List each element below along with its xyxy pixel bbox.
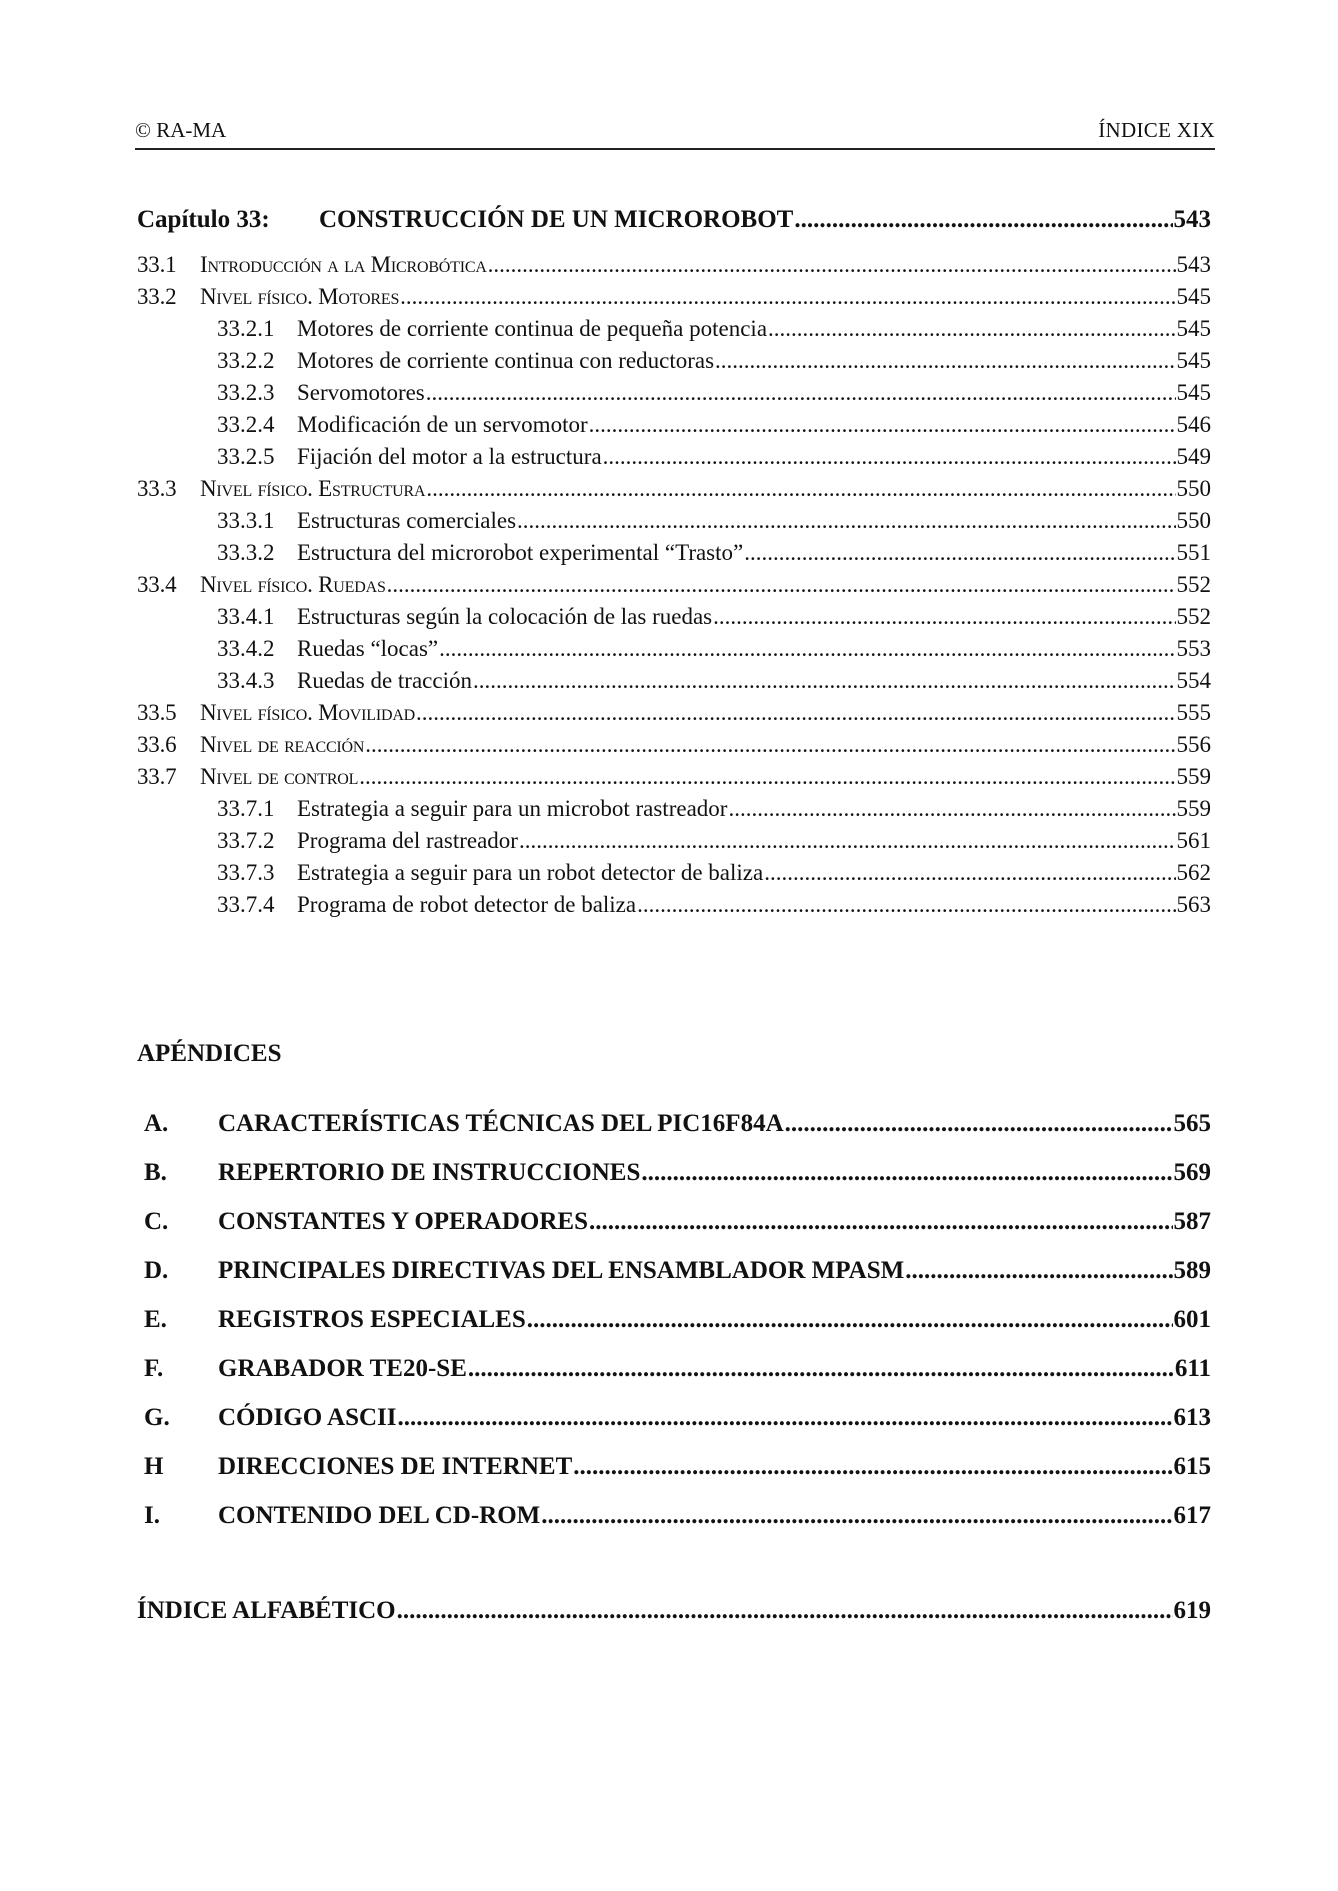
section-title: Programa del rastreador: [297, 828, 518, 853]
section-title: Motores de corriente continua de pequeña potencia: [297, 316, 768, 341]
toc-entry[interactable]: [217, 380, 1211, 412]
section-number: 33.4.2: [217, 636, 275, 661]
section-number: 33.7.4: [217, 892, 275, 917]
dot-leader: [488, 252, 1176, 278]
section-number: 33.4.3: [217, 668, 275, 693]
appendix-entry[interactable]: [144, 1159, 1211, 1187]
section-number: 33.2.5: [217, 444, 275, 469]
running-header: [135, 118, 1215, 150]
section-page: 554: [1176, 668, 1211, 693]
toc-entry[interactable]: [217, 892, 1211, 924]
dot-leader: [541, 1502, 1172, 1530]
dot-leader: [527, 1306, 1173, 1334]
section-number: 33.5: [137, 700, 177, 725]
appendix-page: 565: [1173, 1110, 1211, 1137]
section-number: 33.2.2: [217, 348, 275, 373]
dot-leader: [713, 604, 1175, 630]
appendix-entry[interactable]: [144, 1404, 1211, 1432]
section-page: 559: [1176, 796, 1211, 821]
dot-leader: [715, 348, 1175, 374]
section-title: Motores de corriente continua con reductoras: [297, 348, 715, 373]
section-number: 33.2: [137, 284, 177, 309]
appendix-page: 589: [1173, 1257, 1211, 1284]
appendix-letter: C.: [144, 1208, 169, 1235]
section-page: 552: [1176, 572, 1211, 597]
dot-leader: [517, 508, 1175, 534]
section-number: 33.3.2: [217, 540, 275, 565]
toc-entry[interactable]: [137, 284, 1211, 316]
section-number: 33.4.1: [217, 604, 275, 629]
appendix-page: 569: [1173, 1159, 1211, 1186]
chapter-title: CONSTRUCCIÓN DE UN MICROROBOT: [319, 206, 794, 233]
section-page: 553: [1176, 636, 1211, 661]
section-number: 33.2.4: [217, 412, 275, 437]
toc-entry[interactable]: [217, 860, 1211, 892]
appendix-title: DIRECCIONES DE INTERNET: [218, 1453, 573, 1480]
index-entry[interactable]: [137, 1597, 1211, 1625]
section-title: Estructuras según la colocación de las ruedas: [297, 604, 713, 629]
appendix-title: REGISTROS ESPECIALES: [218, 1306, 526, 1333]
section-title: Introducción a la Microbótica: [200, 252, 487, 277]
toc-entry[interactable]: [217, 796, 1211, 828]
toc-entry[interactable]: [217, 636, 1211, 668]
dot-leader: [905, 1257, 1172, 1285]
dot-leader: [728, 796, 1175, 822]
dot-leader: [744, 540, 1175, 566]
dot-leader: [426, 476, 1175, 502]
appendix-page: 611: [1174, 1355, 1211, 1382]
section-page: 543: [1176, 252, 1211, 277]
dot-leader: [519, 828, 1176, 854]
appendix-entry[interactable]: [144, 1355, 1211, 1383]
section-page: 549: [1176, 444, 1211, 469]
section-title: Nivel físico. Movilidad: [200, 700, 416, 725]
header-page-label: ÍNDICE XIX: [1098, 118, 1215, 142]
appendix-title: CÓDIGO ASCII: [218, 1404, 397, 1431]
section-number: 33.6: [137, 732, 177, 757]
appendix-title: GRABADOR TE20-SE: [218, 1355, 467, 1382]
chapter-page: 543: [1173, 206, 1211, 233]
toc-entry[interactable]: [217, 828, 1211, 860]
toc-entry[interactable]: [217, 668, 1211, 700]
section-page: 545: [1176, 284, 1211, 309]
chapter-label: Capítulo 33:: [137, 206, 270, 233]
toc-entry[interactable]: [217, 540, 1211, 572]
appendix-letter: G.: [144, 1404, 170, 1431]
section-title: Estrategia a seguir para un robot detector de baliza: [297, 860, 764, 885]
section-number: 33.2.3: [217, 380, 275, 405]
appendix-page: 587: [1173, 1208, 1211, 1235]
section-title: Estructura del microrobot experimental “Trasto”: [297, 540, 744, 565]
appendix-title: REPERTORIO DE INSTRUCCIONES: [218, 1159, 641, 1186]
appendix-page: 617: [1173, 1502, 1211, 1529]
toc-entry[interactable]: [217, 444, 1211, 476]
section-title: Ruedas de tracción: [297, 668, 472, 693]
section-number: 33.4: [137, 572, 177, 597]
section-title: Nivel de reacción: [200, 732, 365, 757]
index-page: 619: [1173, 1597, 1211, 1624]
section-page: 563: [1176, 892, 1211, 917]
section-page: 546: [1176, 412, 1211, 437]
appendix-entry[interactable]: [144, 1257, 1211, 1285]
section-title: Nivel físico. Motores: [200, 284, 400, 309]
appendix-letter: B.: [144, 1159, 167, 1186]
section-title: Nivel físico. Estructura: [200, 476, 426, 501]
dot-leader: [637, 892, 1175, 918]
toc-entry[interactable]: [217, 604, 1211, 636]
appendices-heading: APÉNDICES: [137, 1040, 282, 1067]
section-number: 33.3.1: [217, 508, 275, 533]
dot-leader: [439, 636, 1175, 662]
appendix-page: 601: [1173, 1306, 1211, 1333]
appendix-entry[interactable]: [144, 1502, 1211, 1530]
toc-entry[interactable]: [217, 412, 1211, 444]
dot-leader: [589, 1208, 1173, 1236]
appendix-title: CONSTANTES Y OPERADORES: [218, 1208, 588, 1235]
appendix-title: PRINCIPALES DIRECTIVAS DEL ENSAMBLADOR MPASM: [218, 1257, 905, 1284]
dot-leader: [573, 1453, 1172, 1481]
section-number: 33.7.2: [217, 828, 275, 853]
section-title: Fijación del motor a la estructura: [297, 444, 602, 469]
dot-leader: [416, 700, 1175, 726]
appendix-title: CARACTERÍSTICAS TÉCNICAS DEL PIC16F84A: [218, 1110, 784, 1137]
section-title: Nivel de control: [200, 764, 359, 789]
dot-leader: [641, 1159, 1172, 1187]
section-page: 545: [1176, 316, 1211, 341]
section-title: Programa de robot detector de baliza: [297, 892, 637, 917]
appendix-entry[interactable]: [144, 1306, 1211, 1334]
dot-leader: [468, 1355, 1174, 1383]
section-number: 33.7.3: [217, 860, 275, 885]
section-page: 545: [1176, 380, 1211, 405]
toc-entry[interactable]: [217, 348, 1211, 380]
section-page: 552: [1176, 604, 1211, 629]
section-page: 545: [1176, 348, 1211, 373]
toc-entry[interactable]: [137, 572, 1211, 604]
dot-leader: [473, 668, 1176, 694]
section-number: 33.1: [137, 252, 177, 277]
toc-entry[interactable]: [137, 252, 1211, 284]
dot-leader: [768, 316, 1175, 342]
dot-leader: [426, 380, 1176, 406]
appendix-letter: F.: [144, 1355, 164, 1382]
index-title: ÍNDICE ALFABÉTICO: [137, 1597, 396, 1624]
toc-entry[interactable]: [137, 476, 1211, 508]
section-page: 561: [1176, 828, 1211, 853]
section-page: 556: [1176, 732, 1211, 757]
section-page: 550: [1176, 508, 1211, 533]
appendix-letter: E.: [144, 1306, 167, 1333]
toc-entry[interactable]: [137, 764, 1211, 796]
appendix-page: 615: [1173, 1453, 1211, 1480]
appendix-entry[interactable]: [144, 1110, 1211, 1138]
dot-leader: [387, 572, 1176, 598]
dot-leader: [365, 732, 1175, 758]
toc-entry[interactable]: [217, 508, 1211, 540]
section-page: 550: [1176, 476, 1211, 501]
section-page: 551: [1176, 540, 1211, 565]
header-copyright: © RA-MA: [135, 118, 227, 142]
section-title: Nivel físico. Ruedas: [200, 572, 386, 597]
dot-leader: [794, 206, 1172, 234]
appendix-letter: I.: [144, 1502, 160, 1529]
section-number: 33.7: [137, 764, 177, 789]
toc-entry[interactable]: [137, 700, 1211, 732]
section-title: Modificación de un servomotor: [297, 412, 588, 437]
section-title: Estructuras comerciales: [297, 508, 517, 533]
dot-leader: [400, 284, 1175, 310]
section-number: 33.2.1: [217, 316, 275, 341]
section-page: 562: [1176, 860, 1211, 885]
section-number: 33.7.1: [217, 796, 275, 821]
appendix-entry[interactable]: [144, 1208, 1211, 1236]
appendix-page: 613: [1173, 1404, 1211, 1431]
section-page: 559: [1176, 764, 1211, 789]
dot-leader: [589, 412, 1176, 438]
dot-leader: [764, 860, 1175, 886]
section-title: Estrategia a seguir para un microbot rastreador: [297, 796, 728, 821]
appendix-letter: H: [144, 1453, 164, 1480]
dot-leader: [398, 1404, 1173, 1432]
toc-entry[interactable]: [217, 316, 1211, 348]
appendix-entry[interactable]: [144, 1453, 1211, 1481]
section-title: Servomotores: [297, 380, 425, 405]
dot-leader: [359, 764, 1175, 790]
appendix-title: CONTENIDO DEL CD-ROM: [218, 1502, 541, 1529]
appendix-letter: A.: [144, 1110, 169, 1137]
chapter-entry[interactable]: [137, 206, 1211, 234]
section-title: Ruedas “locas”: [297, 636, 439, 661]
appendix-letter: D.: [144, 1257, 169, 1284]
toc-entry[interactable]: [137, 732, 1211, 764]
dot-leader: [397, 1597, 1173, 1625]
section-page: 555: [1176, 700, 1211, 725]
dot-leader: [785, 1110, 1173, 1138]
section-number: 33.3: [137, 476, 177, 501]
dot-leader: [603, 444, 1176, 470]
